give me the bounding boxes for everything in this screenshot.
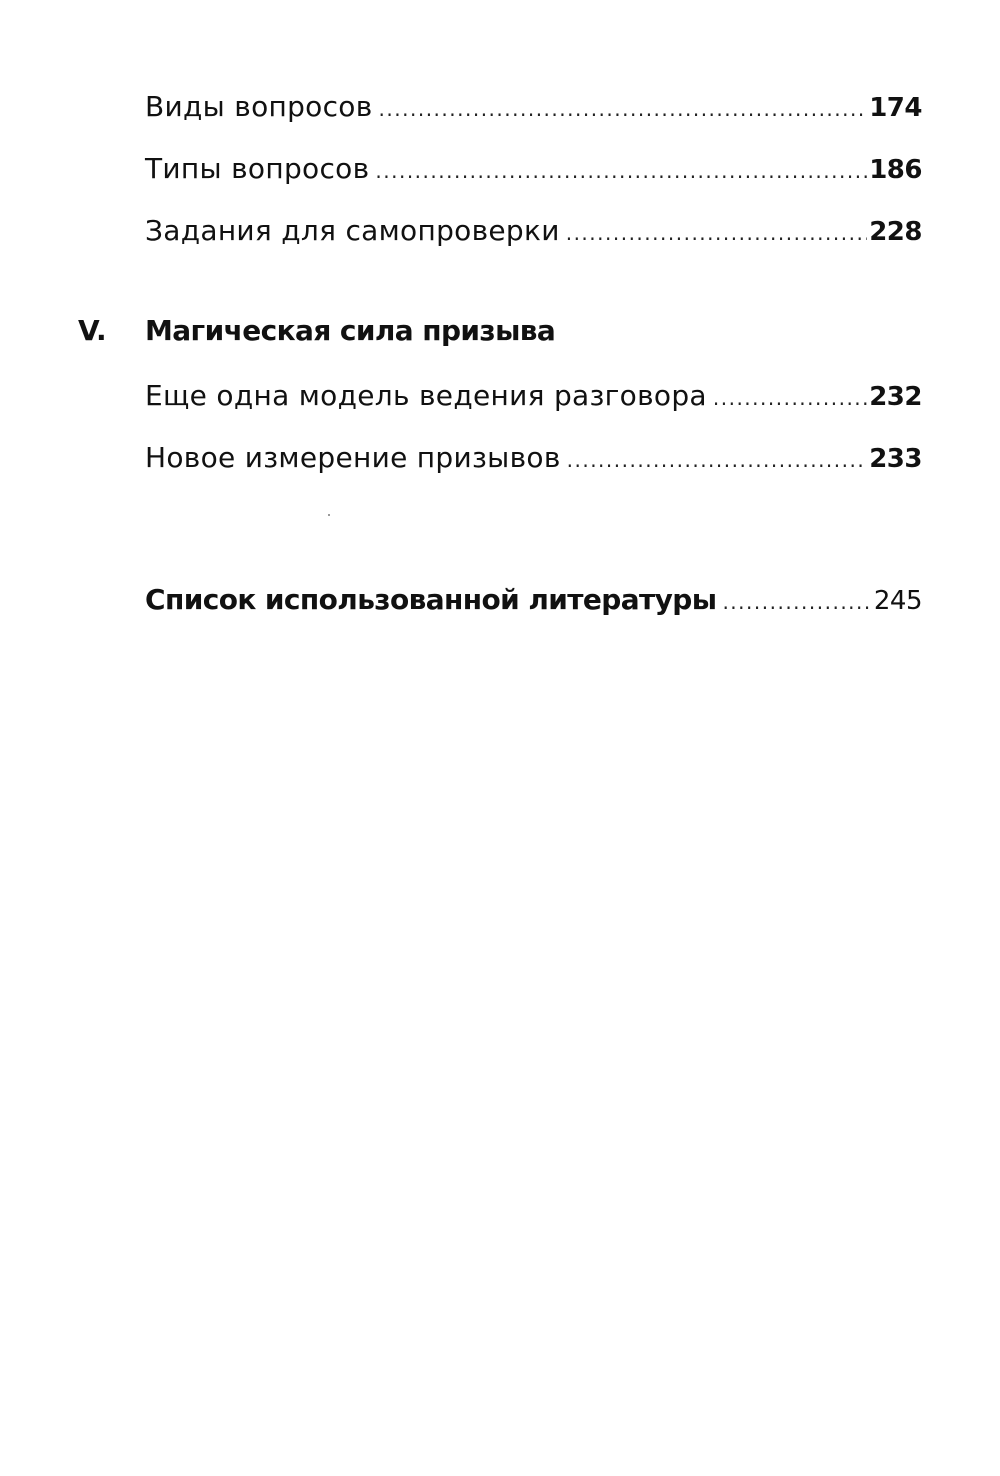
toc-entry-page: 228 bbox=[869, 217, 922, 247]
toc-entry-title: Еще одна модель ведения разговора bbox=[145, 379, 707, 412]
dot-leader bbox=[375, 153, 867, 189]
toc-entry-page: 186 bbox=[869, 155, 922, 185]
dot-leader bbox=[567, 442, 868, 478]
section-title: Магическая сила призыва bbox=[145, 314, 556, 347]
dot-leader bbox=[713, 380, 867, 416]
toc-entry-title: Типы вопросов bbox=[145, 152, 370, 185]
dot-leader bbox=[379, 91, 868, 127]
toc-entry-page: 232 bbox=[869, 382, 922, 412]
toc-entry-title: Новое измерение призывов bbox=[145, 441, 561, 474]
toc-entry-title: Виды вопросов bbox=[145, 90, 373, 123]
toc-entry-page: 174 bbox=[869, 93, 922, 123]
toc-entry bbox=[145, 440, 922, 478]
bibliography-page: 245 bbox=[873, 586, 922, 616]
bibliography-title: Список использованной литературы bbox=[145, 583, 717, 616]
toc-entry-title: Задания для самопроверки bbox=[145, 214, 560, 247]
section-number: V. bbox=[78, 314, 107, 347]
toc-entry bbox=[145, 151, 922, 189]
toc-entry-page: 233 bbox=[869, 444, 922, 474]
dot-leader bbox=[566, 215, 868, 251]
toc-entry bbox=[145, 89, 922, 127]
print-speck bbox=[328, 514, 330, 516]
toc-entry bbox=[145, 378, 922, 416]
toc-entry bbox=[145, 213, 922, 251]
section-heading bbox=[78, 313, 938, 349]
toc-entry-bibliography bbox=[145, 582, 922, 620]
dot-leader bbox=[722, 584, 871, 620]
